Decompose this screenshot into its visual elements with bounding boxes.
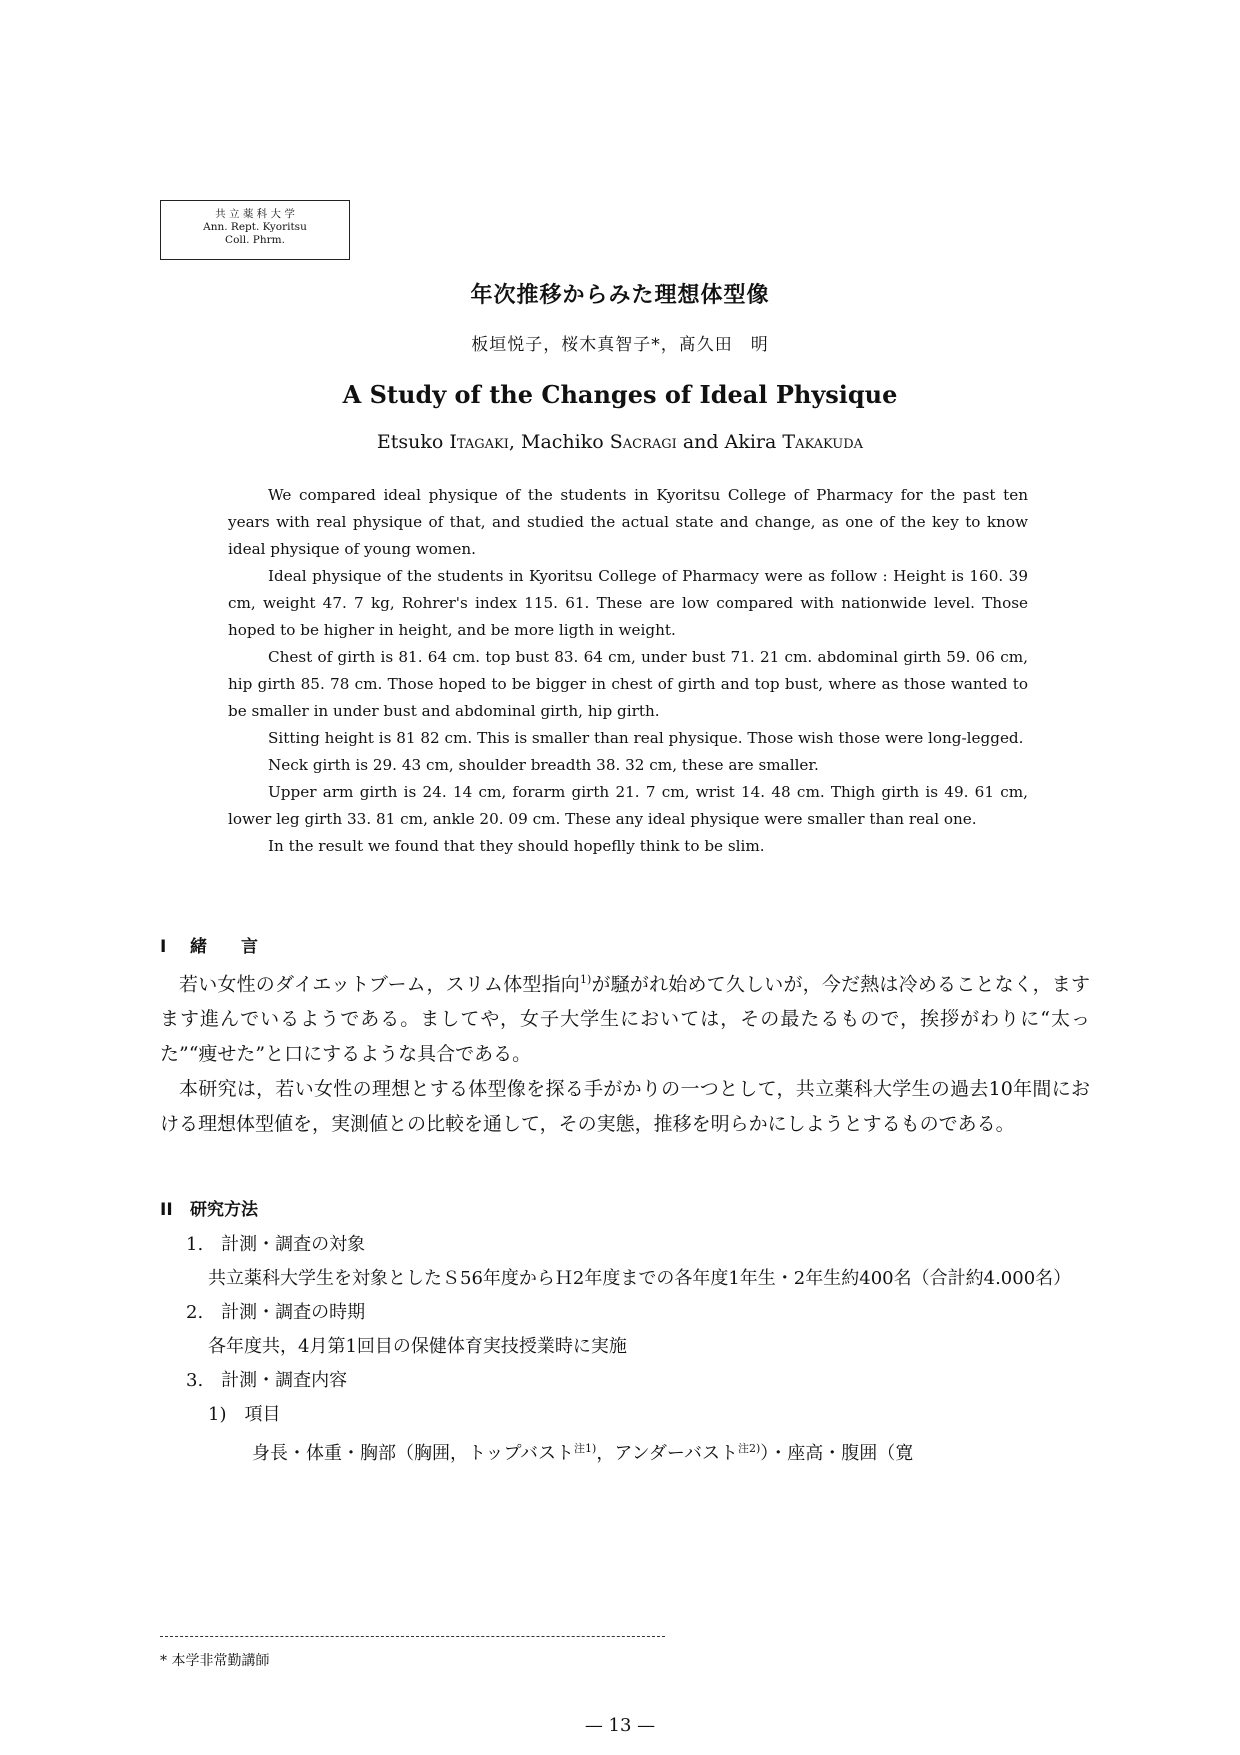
author-2-last: Sacragi xyxy=(609,431,677,453)
title-en: A Study of the Changes of Ideal Physique xyxy=(342,380,898,409)
intro-paragraph-2: 本研究は，若い女性の理想とする体型像を探る手がかりの一つとして，共立薬科大学生の過去10年間における理想体型値を，実測値との比較を通して，その実態，推移を明らかにしようとするものである。 xyxy=(160,1078,1090,1136)
footnote-rule xyxy=(160,1636,665,1637)
author-1-first: Etsuko xyxy=(376,431,444,453)
sub-body-text-a: 身長・体重・胸部（胸囲，トップバスト xyxy=(252,1443,575,1464)
section-1-body xyxy=(160,962,1090,1142)
author-sep-1: , xyxy=(508,431,521,453)
author-sep-2: and xyxy=(676,431,725,453)
journal-box xyxy=(160,200,350,260)
intro-paragraph-1 xyxy=(160,962,1090,1072)
abstract-paragraph: In the result we found that they should hopeflly think to be slim. xyxy=(268,837,765,855)
sub-body-text-c: ）・座高・腹囲（寛 xyxy=(760,1443,914,1464)
abstract xyxy=(228,482,1028,860)
authors-en xyxy=(0,431,1240,453)
authors-jp: 板垣悦子，桜木真智子*，髙久田 明 xyxy=(471,335,769,355)
intro-text-a: 若い女性のダイエットブーム，スリム体型指向 xyxy=(179,973,581,996)
title-jp: 年次推移からみた理想体型像 xyxy=(470,282,770,308)
method-item-2-body: 各年度共，4月第1回目の保健体育実技授業時に実施 xyxy=(208,1336,627,1357)
journal-name-en: Ann. Rept. Kyoritsu xyxy=(203,221,307,233)
section-2-heading xyxy=(160,1195,258,1220)
journal-name-en-2: Coll. Phrm. xyxy=(225,234,285,246)
section-1-number: I xyxy=(160,937,167,957)
method-item-3: 3. 計測・調査内容 xyxy=(186,1370,348,1391)
section-2-body xyxy=(160,1228,1090,1471)
sub-body-text-b: ，アンダーバスト xyxy=(596,1443,738,1464)
note-marker-1: 注1) xyxy=(574,1442,597,1455)
abstract-paragraph: Neck girth is 29. 43 cm, shoulder breadth 38. 32 cm, these are smaller. xyxy=(268,756,819,774)
author-3-last: Takakuda xyxy=(782,431,864,453)
abstract-paragraph: Ideal physique of the students in Kyoritsu College of Pharmacy were as follow : Height is 160. 39 cm, weight 47. 7 kg, Rohrer's index 115. 61. These are low compared with nationwide level. Those hoped to be higher in height, and be more ligth in weight. xyxy=(228,567,1028,639)
method-item-1: 1. 計測・調査の対象 xyxy=(186,1234,366,1255)
method-subitem-1-body xyxy=(160,1432,1090,1471)
abstract-paragraph: Chest of girth is 81. 64 cm. top bust 83. 64 cm, under bust 71. 21 cm. abdominal girth 59. 06 cm, hip girth 85. 78 cm. Those hoped to be bigger in chest of girth and top bust, where as those wanted to be smaller in under bust and abdominal girth, hip girth. xyxy=(228,648,1028,720)
intro-text-b: が騒がれ始めて久しいが，今だ熱は冷めることなく，ますます進んでいるようである。ましてや，女子大学生においては，その最たるもので，挨拶がわりに“太った”“痩せた”と口にするような具合である。 xyxy=(160,973,1090,1066)
section-1-heading xyxy=(160,932,258,957)
method-item-2: 2. 計測・調査の時期 xyxy=(186,1302,366,1323)
method-subitem-1: 1) 項目 xyxy=(208,1404,281,1425)
section-2-title: 研究方法 xyxy=(190,1200,258,1220)
abstract-paragraph: We compared ideal physique of the students in Kyoritsu College of Pharmacy for the past ten years with real physique of that, and studied the actual state and change, as one of the key to know ideal physique of young women. xyxy=(228,486,1028,558)
page-number: — 13 — xyxy=(584,1715,656,1736)
author-2-first: Machiko xyxy=(521,431,604,453)
footnote: * 本学非常勤講師 xyxy=(160,1653,270,1669)
section-2-number: II xyxy=(160,1200,173,1220)
abstract-paragraph: Sitting height is 81 82 cm. This is smaller than real physique. Those wish those were long-legged. xyxy=(268,729,1024,747)
section-1-title: 緒 言 xyxy=(190,937,258,957)
author-1-last: Itagaki xyxy=(449,431,509,453)
note-marker-2: 注2) xyxy=(738,1442,761,1455)
method-item-1-body: 共立薬科大学生を対象としたＳ56年度からＨ2年度までの各年度1年生・2年生約400名（合計約4.000名） xyxy=(208,1268,1072,1289)
journal-name-jp: 共 立 薬 科 大 学 xyxy=(215,208,295,220)
abstract-paragraph: Upper arm girth is 24. 14 cm, forarm girth 21. 7 cm, wrist 14. 48 cm. Thigh girth is 49. 61 cm, lower leg girth 33. 81 cm, ankle 20. 09 cm. These any ideal physique were smaller than real one. xyxy=(228,783,1028,828)
reference-marker: 1) xyxy=(580,973,592,986)
author-3-first: Akira xyxy=(724,431,777,453)
